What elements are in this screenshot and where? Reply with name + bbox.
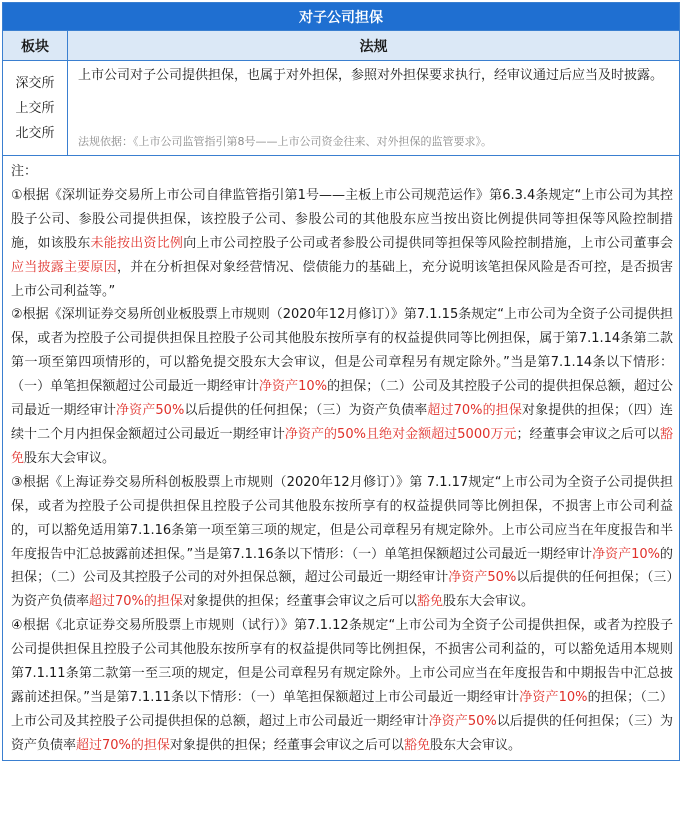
highlight-text: 净资产的50%且绝对金额超过5000万元 [284,426,517,442]
note-2 [11,303,673,470]
note-text: 对象提供的担保；（四）连续十二个月内担保金额超过公司最近一期经审计 [11,403,673,442]
highlight-text: 超过70%的担保 [427,403,523,419]
note-3 [11,471,673,614]
exchange-sse: 上交所 [15,100,55,116]
note-text: 的担保；（二）上市公司及其控股子公司提供担保的总额，超过上市公司最近一期经审计 [11,689,673,729]
highlight-text: 未能按出资比例 [90,235,184,251]
table-row [3,61,679,156]
exchange-list [3,61,68,155]
note-text: ，并在分析担保对象经营情况、偿债能力的基础上，充分说明该笔担保风险是否可控，是否损害上市公司利益等。” [11,259,673,299]
notes-section [3,156,679,760]
highlight-text: 应当披露主要原因 [11,259,117,275]
note-text: ③根据《上海证券交易所科创板股票上市规则（2020年12月修订）》第 7.1.17规定“上市公司为全资子公司提供担保，或者为控股子公司提供担保且控股子公司其他股东按所享有的权益提供同等比例担保，不损害上市公司利益的，可以豁免适用第7.1.16条第一项至第三项的规定，但是公司章程另有规定除外。上市公司应当在年度报告和半年度报告中汇总披露前述担保。”当是第7.1.16条以下情形：（一）单笔担保额超过公司最近一期经审计 [11,474,673,562]
highlight-text: 净资产50% [428,713,497,729]
note-text: 股东大会审议。 [429,737,521,753]
highlight-text: 净资产10% [519,689,588,705]
regulation-basis: 法规依据：《上市公司监管指引第8号——上市公司资金往来、对外担保的监管要求》。 [78,135,492,148]
note-text: 向上市公司控股子公司或者参股公司提供同等担保等风险控制措施，上市公司董事会 [183,235,673,251]
note-text: ④根据《北京证券交易所股票上市规则（试行）》第7.1.12条规定“上市公司为全资子公司提供担保，或者为控股子公司提供担保且控股子公司其他股东按所享有的权益提供同等比例担保，不损害公司利益的，可以豁免适用本规则第7.1.11条第二款第一至三项的规定，但是公司章程另有规定除外。上市公司应当在年度报告和中期报告中汇总披露前述担保。”当是第7.1.11条以下情形：（一）单笔担保额超过上市公司最近一期经审计 [11,618,673,705]
highlight-text: 豁免 [403,737,430,753]
note-text: ①根据《深圳证券交易所上市公司自律监管指引第1号——主板上市公司规范运作》第6.3.4条规定“上市公司为其控股子公司、参股公司提供担保，该控股子公司、参股公司的其他股东应当按出资比例提供同等担保等风险控制措施，如该股东 [11,187,673,251]
note-text: ；经董事会审议之后可以 [516,426,660,442]
note-4 [11,614,673,757]
highlight-text: 净资产50% [448,570,517,586]
highlight-text: 超过70%的担保 [76,737,170,753]
header-regulation: 法规 [359,38,388,55]
table-header-row [3,31,679,61]
highlight-text: 豁免 [11,426,673,466]
header-sector: 板块 [3,31,68,60]
table-title: 对子公司担保 [3,3,679,31]
highlight-text: 净资产50% [116,403,185,419]
note-text: 的担保；（二）公司及其控股子公司的提供担保总额，超过公司最近一期经审计 [11,379,673,419]
guarantee-table [2,2,680,761]
note-text: ②根据《深圳证券交易所创业板股票上市规则（2020年12月修订）》第7.1.15条规定“上市公司为全资子公司提供担保，或者为控股子公司提供担保且控股子公司其他股东按所享有的权益提供同等比例担保，属于第7.1.14条第二款第一项至第四项情形的，可以豁免提交股东大会审议，但是公司章程另有规定除外。”当是第7.1.14条以下情形：（一）单笔担保额超过公司最近一期经审计 [11,307,673,395]
highlight-text: 净资产10% [259,379,328,395]
highlight-text: 豁免 [416,594,443,610]
note-text: 以后提供的任何担保；（三）为资产负债率 [184,403,428,419]
note-1 [11,184,673,304]
note-text: 以后提供的任何担保；（三）为资产负债率 [11,713,673,753]
exchange-szse: 深交所 [15,75,55,91]
note-text: 股东大会审议。 [442,594,534,610]
highlight-text: 净资产10% [592,546,660,562]
exchange-bse: 北交所 [15,125,55,141]
rule-text: 上市公司对子公司提供担保，也属于对外担保，参照对外担保要求执行，经审议通过后应当及时披露。 [78,68,664,83]
note-text: 对象提供的担保；经董事会审议之后可以 [169,737,404,753]
note-text: 对象提供的担保；经董事会审议之后可以 [182,594,417,610]
note-text: 以后提供的任何担保；（三）为资产负债率 [11,570,673,610]
note-text: 股东大会审议。 [24,450,116,466]
highlight-text: 超过70%的担保 [89,594,183,610]
note-text: 的担保；（二）公司及其控股子公司的对外担保总额，超过公司最近一期经审计 [11,546,674,586]
notes-label: 注： [11,164,38,179]
regulation-cell [68,61,679,155]
